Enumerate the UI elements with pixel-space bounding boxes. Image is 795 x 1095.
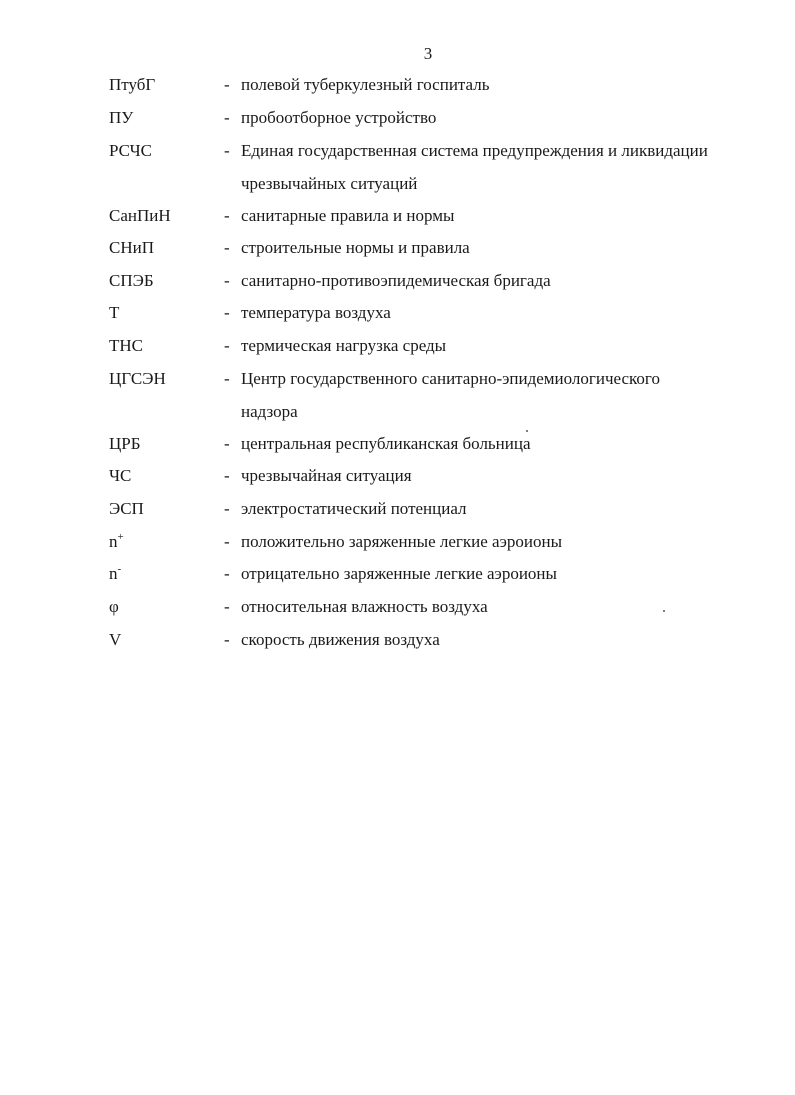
abbreviation-entry bbox=[0, 141, 795, 193]
abbreviation bbox=[109, 564, 121, 584]
superscript: - bbox=[117, 563, 122, 575]
abbreviation: ЦГСЭН bbox=[109, 369, 166, 388]
scan-speck bbox=[663, 610, 665, 612]
dash: - bbox=[224, 108, 230, 127]
abbreviation: V bbox=[109, 630, 122, 649]
abbreviation-entry bbox=[0, 108, 795, 128]
abbreviation-entry bbox=[0, 206, 795, 226]
abbreviation-entry bbox=[0, 75, 795, 95]
definition: полевой туберкулезный госпиталь bbox=[241, 75, 490, 94]
definition: относительная влажность воздуха bbox=[241, 597, 488, 616]
dash: - bbox=[224, 532, 230, 551]
abbreviation-entry bbox=[0, 303, 795, 323]
abbreviation: φ bbox=[109, 597, 119, 616]
dash: - bbox=[224, 336, 230, 355]
dash: - bbox=[224, 141, 230, 160]
dash: - bbox=[224, 564, 230, 583]
dash: - bbox=[224, 369, 230, 388]
definition: температура воздуха bbox=[241, 303, 391, 322]
abbreviation: ЧС bbox=[109, 466, 132, 485]
scan-speck bbox=[526, 430, 528, 432]
abbreviation-entry bbox=[0, 564, 795, 584]
dash: - bbox=[224, 271, 230, 290]
definition: санитарные правила и нормы bbox=[241, 206, 455, 225]
abbreviation: Т bbox=[109, 303, 120, 322]
definition: чрезвычайная ситуация bbox=[241, 466, 412, 485]
abbreviation: РСЧС bbox=[109, 141, 152, 160]
dash: - bbox=[224, 499, 230, 518]
abbreviation-entry bbox=[0, 597, 795, 617]
definition-continuation: чрезвычайных ситуаций bbox=[241, 174, 418, 193]
definition: электростатический потенциал bbox=[241, 499, 467, 518]
dash: - bbox=[224, 75, 230, 94]
abbreviation-base: n bbox=[109, 532, 118, 551]
dash: - bbox=[224, 238, 230, 257]
dash: - bbox=[224, 466, 230, 485]
definition: Единая государственная система предупреждения и ликвидации bbox=[241, 141, 708, 160]
abbreviation-entry bbox=[0, 630, 795, 650]
dash: - bbox=[224, 597, 230, 616]
definition: термическая нагрузка среды bbox=[241, 336, 447, 355]
superscript: + bbox=[117, 531, 124, 543]
abbreviation bbox=[109, 532, 124, 552]
abbreviation-entry bbox=[0, 499, 795, 519]
abbreviation-entry bbox=[0, 336, 795, 356]
definition: скорость движения воздуха bbox=[241, 630, 440, 649]
abbreviation: ПтубГ bbox=[109, 75, 156, 94]
abbreviation: ЦРБ bbox=[109, 434, 141, 453]
dash: - bbox=[224, 434, 230, 453]
definition: центральная республиканская больница bbox=[241, 434, 531, 453]
abbreviation: СПЭБ bbox=[109, 271, 154, 290]
abbreviation-base: n bbox=[109, 564, 118, 583]
abbreviation-entry bbox=[0, 466, 795, 486]
definition: санитарно-противоэпидемическая бригада bbox=[241, 271, 551, 290]
dash: - bbox=[224, 630, 230, 649]
definition: строительные нормы и правила bbox=[241, 238, 470, 257]
abbreviation-entry bbox=[0, 434, 795, 454]
abbreviation: ЭСП bbox=[109, 499, 144, 518]
definition-continuation: надзора bbox=[241, 402, 298, 421]
abbreviation: ПУ bbox=[109, 108, 134, 127]
abbreviation: СанПиН bbox=[109, 206, 171, 225]
abbreviation: ТНС bbox=[109, 336, 143, 355]
definition: положительно заряженные легкие аэроионы bbox=[241, 532, 563, 551]
abbreviation-entry bbox=[0, 369, 795, 421]
page-number: 3 bbox=[423, 44, 433, 63]
definition: пробоотборное устройство bbox=[241, 108, 437, 127]
abbreviation: СНиП bbox=[109, 238, 154, 257]
abbreviation-entry bbox=[0, 238, 795, 258]
dash: - bbox=[224, 206, 230, 225]
definition: Центр государственного санитарно-эпидемиологического bbox=[241, 369, 660, 388]
abbreviation-entry bbox=[0, 271, 795, 291]
definition: отрицательно заряженные легкие аэроионы bbox=[241, 564, 557, 583]
abbreviation-entry bbox=[0, 532, 795, 552]
dash: - bbox=[224, 303, 230, 322]
